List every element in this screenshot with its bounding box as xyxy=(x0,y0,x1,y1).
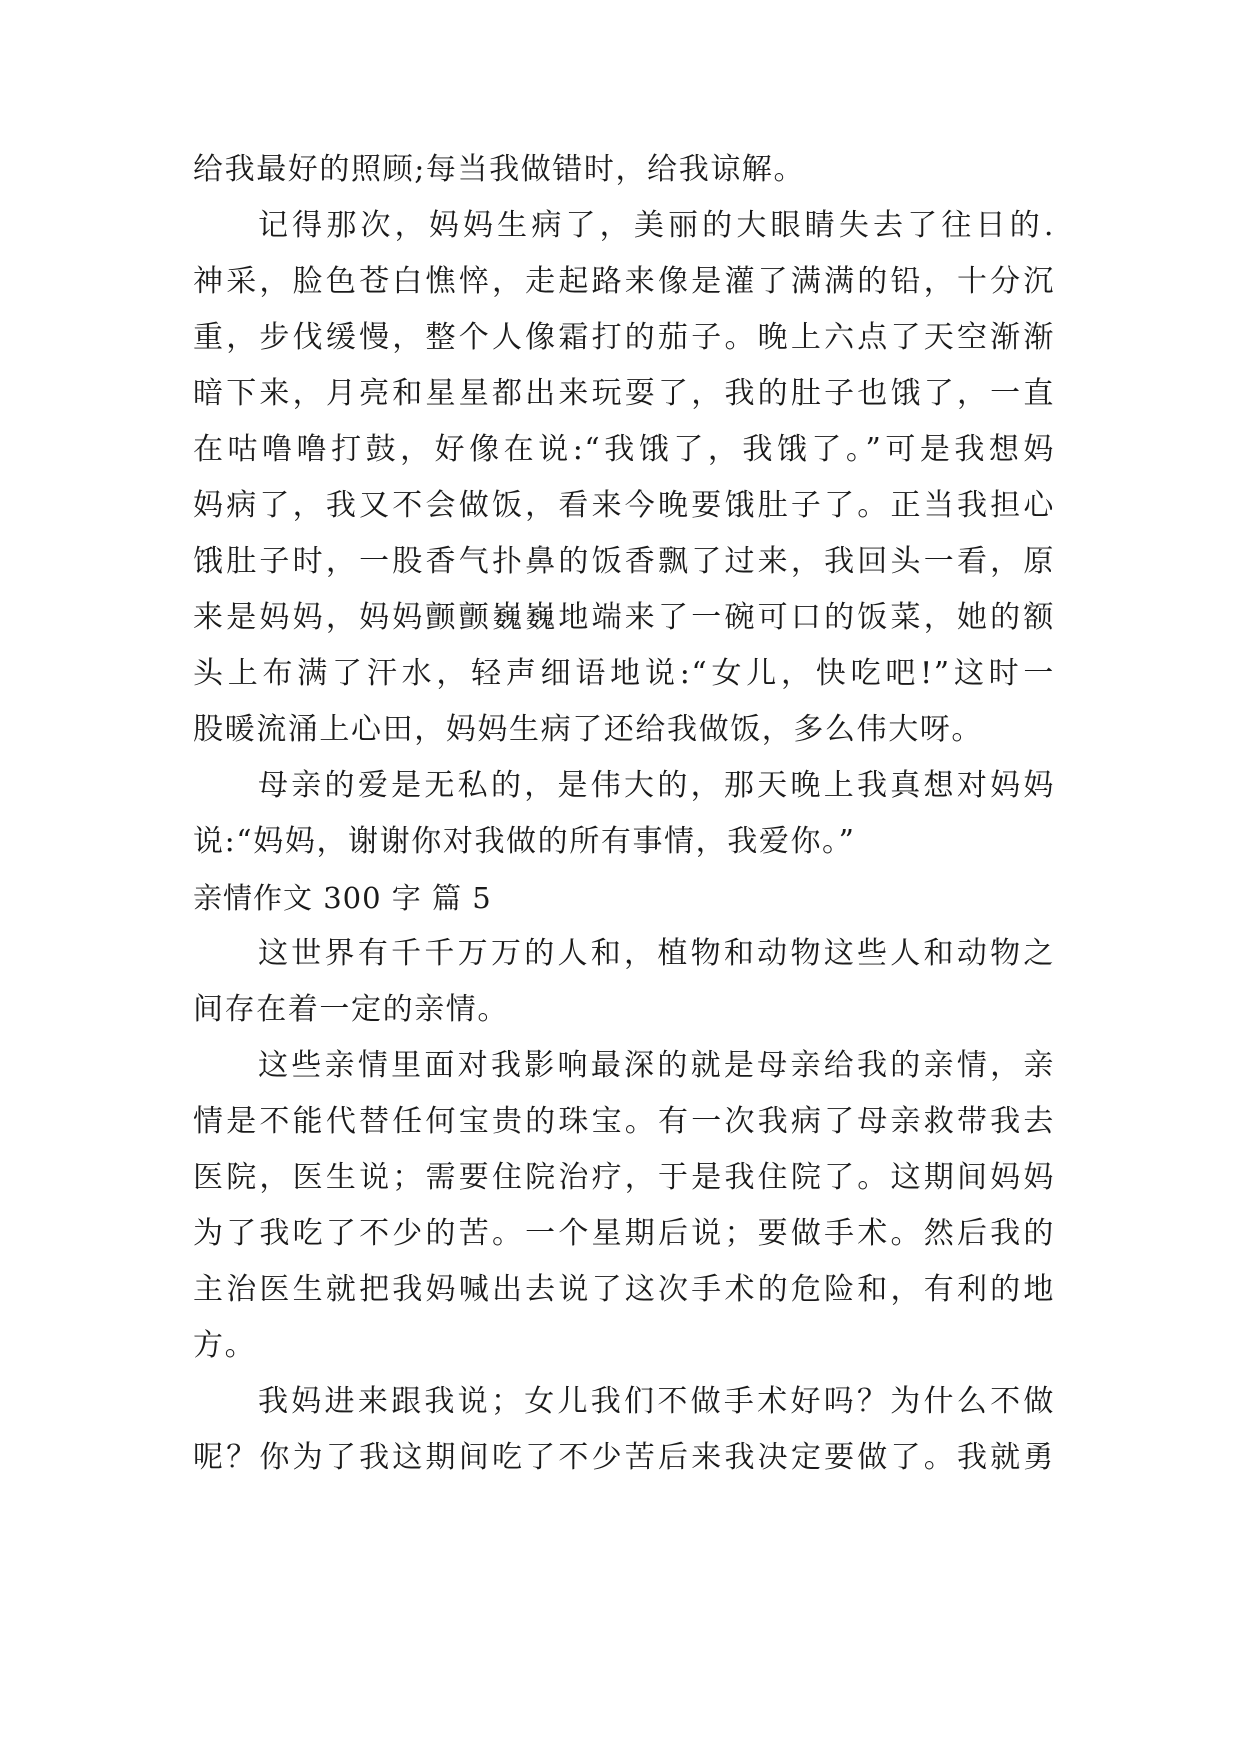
text-line: 间存在着一定的亲情。 xyxy=(193,992,509,1027)
text-line: 说:“妈妈，谢谢你对我做的所有事情，我爱你。” xyxy=(193,824,856,859)
text-line: 饿肚子时，一股香气扑鼻的饭香飘了过来，我回头一看，原 xyxy=(193,544,1055,579)
paragraph-first-line: 这些亲情里面对我影响最深的就是母亲给我的亲情，亲 xyxy=(258,1048,1055,1083)
text-line: 股暖流涌上心田，妈妈生病了还给我做饭，多么伟大呀。 xyxy=(193,712,983,747)
text-line: 呢？你为了我这期间吃了不少苦后来我决定要做了。我就勇 xyxy=(193,1440,1055,1475)
text-line: 头上布满了汗水，轻声细语地说:“女儿，快吃吧!”这时一 xyxy=(193,656,1055,691)
text-line: 主治医生就把我妈喊出去说了这次手术的危险和，有利的地 xyxy=(193,1272,1055,1307)
paragraph-first-line: 这世界有千千万万的人和，植物和动物这些人和动物之 xyxy=(258,936,1055,971)
text-line: 重，步伐缓慢，整个人像霜打的茄子。晚上六点了天空渐渐 xyxy=(193,320,1055,355)
text-line: 来是妈妈，妈妈颤颤巍巍地端来了一碗可口的饭菜，她的额 xyxy=(193,600,1055,635)
text-line: 在咕噜噜打鼓，好像在说:“我饿了，我饿了。”可是我想妈 xyxy=(193,432,1055,467)
text-line: 情是不能代替任何宝贵的珠宝。有一次我病了母亲救带我去 xyxy=(193,1104,1055,1139)
section-heading: 亲情作文 300 字 篇 5 xyxy=(193,881,492,915)
text-line: 暗下来，月亮和星星都出来玩耍了，我的肚子也饿了，一直 xyxy=(193,376,1055,411)
paragraph-first-line: 我妈进来跟我说；女儿我们不做手术好吗？为什么不做 xyxy=(258,1384,1055,1419)
paragraph-first-line: 母亲的爱是无私的，是伟大的，那天晚上我真想对妈妈 xyxy=(258,768,1055,803)
text-line: 医院，医生说；需要住院治疗，于是我住院了。这期间妈妈 xyxy=(193,1160,1055,1195)
paragraph-first-line: 记得那次，妈妈生病了，美丽的大眼睛失去了往日的. xyxy=(258,208,1055,243)
text-line: 方。 xyxy=(193,1328,257,1363)
text-line: 神采，脸色苍白憔悴，走起路来像是灌了满满的铅，十分沉 xyxy=(193,264,1055,299)
text-line: 为了我吃了不少的苦。一个星期后说；要做手术。然后我的 xyxy=(193,1216,1055,1251)
text-line: 给我最好的照顾;每当我做错时，给我谅解。 xyxy=(193,152,806,187)
text-line: 妈病了，我又不会做饭，看来今晚要饿肚子了。正当我担心 xyxy=(193,488,1055,523)
document-page xyxy=(193,142,1055,1486)
